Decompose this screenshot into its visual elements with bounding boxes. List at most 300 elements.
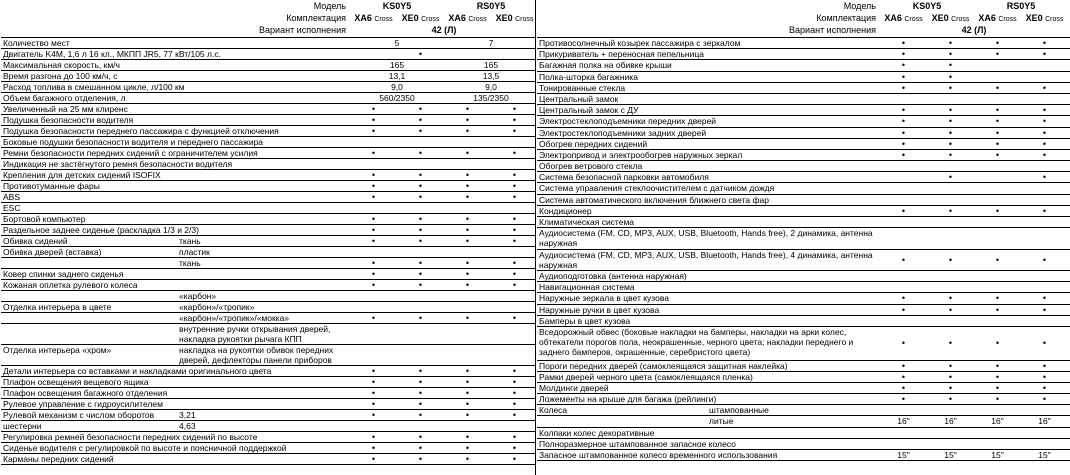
row-value: •: [465, 170, 470, 180]
row-value: •: [1042, 394, 1047, 405]
row-value: •: [371, 148, 376, 158]
row-value: •: [995, 394, 1000, 405]
row-value: •: [418, 214, 423, 224]
row-value: •: [948, 304, 953, 315]
row-value: •: [465, 269, 470, 279]
trim-suffix: Cross: [515, 16, 534, 23]
left-row: [1, 421, 536, 432]
row-value: •: [512, 258, 517, 268]
row-sublabel: литые: [709, 416, 734, 427]
right-header: [537, 0, 1070, 36]
trim-label: Комплектация: [816, 13, 876, 23]
row-value: •: [995, 254, 1000, 265]
row-label: Прикуриватель + переносная пепельница: [539, 49, 704, 60]
row-value: •: [948, 71, 953, 82]
row-value: •: [1042, 172, 1047, 183]
row-label: Кондиционер: [539, 205, 592, 216]
row-value: •: [948, 149, 953, 160]
row-value: •: [371, 214, 376, 224]
row-value: •: [371, 377, 376, 387]
row-label: Полноразмерное штампованное запасное колесо: [539, 438, 736, 449]
row-label: Расход топлива в смешанном цикле, л/100 км: [3, 82, 185, 92]
row-label: Аудиосистема (FM, CD, MP3, AUX, USB, Bluetooth, Hands free), 2 динамика, антенна наружная: [539, 228, 873, 249]
row-label: Кожаная оплетка рулевого колеса: [3, 280, 138, 290]
left-row: [1, 247, 536, 258]
row-value: •: [948, 38, 953, 48]
row-value: •: [1042, 371, 1047, 382]
row-label: Рулевое управление с гидроусилителем: [3, 399, 163, 409]
row-value: •: [418, 377, 423, 387]
model-label: Модель: [313, 1, 346, 11]
row-label: Индикация не застёгнутого ремня безопасности водителя: [3, 159, 233, 169]
row-value: •: [371, 388, 376, 398]
row-label: Сиденье водителя с регулировкой по высоте и поясничной поддержкой: [3, 443, 287, 453]
row-value: •: [995, 149, 1000, 160]
row-label: Наружные ручки в цвет кузова: [539, 304, 660, 315]
row-value: •: [1042, 205, 1047, 216]
row-value: •: [1042, 337, 1047, 348]
row-label: Рамки дверей черного цвета (самоклеящаяся пленка): [539, 371, 753, 382]
row-value: •: [948, 82, 953, 93]
right-trim-row: [537, 12, 1070, 24]
row-value: •: [465, 236, 470, 246]
left-row: [1, 137, 536, 148]
row-label: Раздельное заднее сиденье (раскладка 1/3 и 2/3): [3, 225, 199, 235]
model-name: RS0Y5: [476, 1, 506, 11]
row-value: •: [418, 192, 423, 202]
left-row: [1, 366, 536, 377]
row-value: •: [512, 181, 517, 191]
row-value: 15": [991, 450, 1004, 460]
row-value: 15": [1038, 450, 1051, 460]
row-label: ABS: [3, 192, 21, 202]
row-value: •: [418, 148, 423, 158]
row-label: Запасное штампованное колесо временного использования: [539, 450, 778, 460]
right-panel: [537, 0, 1070, 460]
row-value: •: [512, 115, 517, 125]
right-row: [537, 172, 1070, 183]
row-sublabel: внутренние ручки открывания дверей, накладка рукоятки рычага КПП: [179, 324, 331, 344]
row-value: •: [948, 205, 953, 216]
row-sublabel: «карбон»/«тропик»/«мокка»: [179, 313, 290, 323]
row-label: Аудиосистема (FM, CD, MP3, AUX, USB, Bluetooth, Hands free), 4 динамика, антенна наружная: [539, 249, 873, 270]
row-value: •: [901, 149, 906, 160]
row-value: 9,0: [391, 82, 403, 92]
left-row: [1, 82, 536, 93]
row-value: •: [1042, 382, 1047, 393]
row-value: •: [418, 432, 423, 442]
left-row: [1, 324, 536, 345]
right-row: [537, 405, 1070, 416]
row-value: •: [512, 410, 517, 420]
row-sublabel: ткань: [179, 258, 201, 268]
row-label: Электростеклоподъемники передних дверей: [539, 116, 717, 127]
row-value: •: [512, 214, 517, 224]
row-value: •: [512, 399, 517, 409]
row-value: •: [948, 360, 953, 371]
trim-suffix: Cross: [468, 16, 487, 23]
row-value: 5: [394, 38, 400, 48]
row-value: •: [901, 60, 906, 71]
left-row: [1, 269, 536, 280]
row-value: •: [995, 116, 1000, 127]
trim-code: XE0: [495, 13, 513, 23]
right-row: [537, 316, 1070, 327]
right-row: [537, 60, 1070, 71]
right-row: [537, 38, 1070, 49]
row-value: •: [418, 126, 423, 136]
row-label: Отделка интерьера в цвете: [3, 302, 112, 312]
row-value: •: [948, 371, 953, 382]
row-value: •: [465, 432, 470, 442]
row-value: •: [512, 104, 517, 114]
row-value: 9,0: [485, 82, 497, 92]
row-label: Ковер спинки заднего сиденья: [3, 269, 124, 279]
row-label: Обивка дверей (вставка): [3, 247, 102, 257]
row-value: •: [465, 399, 470, 409]
row-value: •: [948, 127, 953, 138]
row-value: •: [465, 192, 470, 202]
row-label: Обивка сидений: [3, 236, 68, 246]
row-value: •: [995, 138, 1000, 149]
right-row: [537, 183, 1070, 194]
row-value: •: [995, 49, 1000, 60]
model-label: Модель: [843, 1, 876, 11]
row-value: •: [901, 304, 906, 315]
row-label: Бортовой компьютер: [3, 214, 86, 224]
right-rows: [537, 38, 1070, 461]
right-row: [537, 282, 1070, 293]
row-value: •: [948, 60, 953, 71]
row-value: •: [418, 170, 423, 180]
row-value: •: [901, 82, 906, 93]
row-value: •: [418, 181, 423, 191]
right-row: [537, 94, 1070, 105]
right-row: [537, 139, 1070, 150]
row-label: Обогрев ветрового стекла: [539, 161, 643, 172]
row-label: Центральный замок: [539, 93, 619, 104]
trim-suffix: Cross: [904, 16, 923, 23]
row-sublabel: «карбон»/«тропик»: [179, 302, 255, 312]
trim-code: XE0: [931, 13, 949, 23]
row-value: •: [995, 38, 1000, 48]
row-value: •: [1042, 254, 1047, 265]
row-value: •: [995, 360, 1000, 371]
left-row: [1, 291, 536, 302]
left-row: [1, 377, 536, 388]
right-row: [537, 450, 1070, 461]
row-value: •: [948, 138, 953, 149]
row-value: •: [465, 126, 470, 136]
row-value: •: [901, 49, 906, 60]
row-sublabel: ткань: [179, 236, 201, 246]
left-row: [1, 49, 536, 60]
row-label: Электропривод и электрообогрев наружных зеркал: [539, 149, 743, 160]
left-row: [1, 399, 536, 410]
row-value: •: [465, 410, 470, 420]
right-row: [537, 327, 1070, 361]
row-sublabel: накладка на рукоятки обивок передних дверей, дефлекторы панели приборов: [179, 345, 334, 365]
row-label: шестерни: [3, 421, 42, 431]
row-value: •: [901, 38, 906, 48]
row-value: •: [465, 225, 470, 235]
row-value: •: [371, 443, 376, 453]
row-value: •: [512, 443, 517, 453]
row-value: •: [1042, 360, 1047, 371]
right-row: [537, 150, 1070, 161]
row-value: •: [465, 280, 470, 290]
row-value: •: [465, 377, 470, 387]
row-label: ESC: [3, 203, 21, 213]
row-value: •: [465, 443, 470, 453]
row-value: 135/2350: [473, 93, 509, 103]
row-value: •: [948, 337, 953, 348]
row-label: Система автоматического включения ближнего света фар: [539, 194, 769, 205]
row-label: Центральный замок с ДУ: [539, 105, 639, 116]
row-value: •: [371, 192, 376, 202]
row-value: •: [418, 258, 423, 268]
row-value: •: [901, 138, 906, 149]
row-value: •: [512, 170, 517, 180]
row-value: •: [465, 115, 470, 125]
row-value: 165: [389, 60, 405, 70]
left-panel: [1, 0, 536, 464]
row-label: Количество мест: [3, 38, 70, 48]
right-row: [537, 293, 1070, 304]
right-row: [537, 372, 1070, 383]
row-value: •: [901, 127, 906, 138]
right-row: [537, 206, 1070, 217]
row-label: Ремни безопасности передних сидений с ограничителем усилия: [3, 148, 258, 158]
right-row: [537, 428, 1070, 439]
row-value: •: [901, 394, 906, 405]
right-row: [537, 361, 1070, 372]
row-value: •: [418, 49, 423, 59]
row-value: •: [465, 366, 470, 376]
right-row: [537, 305, 1070, 316]
row-value: •: [418, 313, 423, 323]
left-row: [1, 410, 536, 421]
row-value: 16": [991, 416, 1004, 427]
row-value: •: [418, 366, 423, 376]
row-value: •: [1042, 105, 1047, 116]
row-value: •: [512, 236, 517, 246]
row-value: •: [371, 258, 376, 268]
row-value: •: [512, 454, 517, 464]
row-label: Рулевой механизм с числом оборотов: [3, 410, 155, 420]
row-value: •: [901, 116, 906, 127]
row-value: •: [371, 115, 376, 125]
right-row: [537, 228, 1070, 249]
row-value: •: [1042, 149, 1047, 160]
row-value: •: [948, 105, 953, 116]
row-value: •: [371, 170, 376, 180]
left-model-row: [1, 0, 536, 12]
left-row: [1, 60, 536, 71]
right-variant-row: [537, 24, 1070, 36]
trim-suffix: Cross: [998, 16, 1017, 23]
row-value: •: [418, 115, 423, 125]
row-value: •: [512, 280, 517, 290]
row-value: •: [371, 432, 376, 442]
trim-label: Комплектация: [286, 13, 346, 23]
row-value: •: [901, 382, 906, 393]
row-sublabel: 3,21: [179, 410, 196, 420]
right-row: [537, 128, 1070, 139]
right-row: [537, 383, 1070, 394]
row-label: Вседорожный обвес (боковые накладки на бамперы, накладки на арки колес, обтекатели порогов пола, неокрашенные, черного цвета; накладки переднего и заднего бамперов, окрашенные, серебристого цвета): [539, 326, 854, 357]
row-value: •: [465, 388, 470, 398]
row-label: Регулировка ремней безопасности передних сидений по высоте: [3, 432, 258, 442]
row-value: 13,1: [388, 71, 406, 81]
row-label: Плафон освещения багажного отделения: [3, 388, 168, 398]
row-value: •: [948, 49, 953, 60]
left-row: [1, 38, 536, 49]
row-value: •: [901, 371, 906, 382]
row-value: •: [371, 236, 376, 246]
row-label: Подушка безопасности переднего пассажира с функцией отключения: [3, 126, 279, 136]
left-row: [1, 71, 536, 82]
row-value: •: [901, 360, 906, 371]
row-value: 16": [897, 416, 910, 427]
row-label: Плафон освещения вещевого ящика: [3, 377, 149, 387]
trim-suffix: Cross: [951, 16, 970, 23]
row-value: •: [948, 382, 953, 393]
row-value: •: [418, 269, 423, 279]
row-label: Система управления стеклоочистителем с датчиком дождя: [539, 183, 775, 194]
row-label: Навигационная система: [539, 282, 635, 293]
row-value: •: [995, 382, 1000, 393]
row-sublabel: штампованные: [709, 405, 769, 416]
row-label: Противосолнечный козырек пассажира с зеркалом: [539, 38, 741, 48]
right-row: [537, 217, 1070, 228]
row-value: •: [995, 127, 1000, 138]
right-row: [537, 271, 1070, 282]
variant-value: 42 (Л): [431, 25, 457, 35]
row-value: •: [995, 337, 1000, 348]
row-label: Аудиоподготовка (антенна наружная): [539, 270, 687, 281]
left-row: [1, 236, 536, 247]
row-value: •: [901, 105, 906, 116]
row-value: •: [418, 280, 423, 290]
row-value: •: [995, 105, 1000, 116]
left-row: [1, 225, 536, 236]
row-label: Противотуманные фары: [3, 181, 100, 191]
row-value: •: [512, 225, 517, 235]
row-value: •: [371, 410, 376, 420]
row-label: Бамперы в цвет кузова: [539, 315, 631, 326]
right-row: [537, 439, 1070, 450]
right-row: [537, 250, 1070, 271]
row-value: •: [465, 214, 470, 224]
row-value: •: [418, 388, 423, 398]
row-label: Наружные зеркала в цвет кузова: [539, 293, 669, 304]
row-value: •: [371, 126, 376, 136]
row-value: •: [948, 116, 953, 127]
model-name: KS0Y5: [382, 1, 412, 11]
row-label: Максимальная скорость, км/ч: [3, 60, 120, 70]
row-label: Карманы передних сидений: [3, 454, 114, 464]
row-label: Увеличенный на 25 мм клиренс: [3, 104, 128, 114]
row-value: •: [371, 269, 376, 279]
row-value: •: [901, 71, 906, 82]
row-value: •: [512, 366, 517, 376]
trim-code: XA6: [354, 13, 372, 23]
row-label: Тонированные стекла: [539, 82, 626, 93]
row-value: •: [512, 192, 517, 202]
right-row: [537, 49, 1070, 60]
row-label: Система безопасной парковки автомобиля: [539, 172, 709, 183]
right-row: [537, 161, 1070, 172]
row-label: Пороги передних дверей (самоклеящаяся защитная наклейка): [539, 360, 788, 371]
right-model-row: [537, 0, 1070, 12]
row-value: 7: [488, 38, 494, 48]
row-value: •: [465, 104, 470, 114]
row-sublabel: «карбон»: [179, 291, 217, 301]
left-row: [1, 203, 536, 214]
left-row: [1, 302, 536, 313]
variant-label: Вариант исполнения: [789, 25, 876, 35]
row-label: Колеса: [539, 405, 568, 416]
row-label: Багажная полка на обивке крыши: [539, 60, 672, 71]
row-value: •: [1042, 138, 1047, 149]
trim-code: XA6: [448, 13, 466, 23]
row-value: •: [995, 371, 1000, 382]
row-value: •: [1042, 38, 1047, 48]
row-value: •: [371, 225, 376, 235]
row-value: •: [371, 313, 376, 323]
row-label: Отделка интерьера «хром»: [3, 345, 112, 355]
row-label: Подушка безопасности водителя: [3, 115, 134, 125]
right-row: [537, 116, 1070, 127]
left-row: [1, 192, 536, 203]
row-value: •: [418, 104, 423, 114]
row-value: •: [418, 236, 423, 246]
row-value: •: [512, 148, 517, 158]
row-value: •: [901, 254, 906, 265]
right-row: [537, 195, 1070, 206]
row-label: Объем багажного отделения, л: [3, 93, 126, 103]
row-value: •: [465, 181, 470, 191]
row-value: •: [1042, 82, 1047, 93]
left-row: [1, 388, 536, 399]
row-label: Колпаки колес декоративные: [539, 427, 655, 438]
right-row: [537, 105, 1070, 116]
panel-divider: [535, 0, 536, 475]
row-label: Двигатель K4M, 1,6 л 16 кл., МКПП JR5, 77 кВт/105 л.с.: [3, 49, 221, 59]
left-row: [1, 454, 536, 465]
trim-code: XA6: [978, 13, 996, 23]
row-value: 13,5: [482, 71, 500, 81]
row-label: Молдинги дверей: [539, 382, 609, 393]
row-value: •: [995, 205, 1000, 216]
left-row: [1, 181, 536, 192]
row-value: 165: [483, 60, 499, 70]
row-value: •: [901, 337, 906, 348]
row-label: Обогрев передних сидений: [539, 138, 648, 149]
row-value: •: [418, 454, 423, 464]
trim-suffix: Cross: [374, 16, 393, 23]
row-value: 15": [944, 450, 957, 460]
row-value: •: [465, 258, 470, 268]
row-value: •: [948, 254, 953, 265]
left-row: [1, 280, 536, 291]
left-row: [1, 170, 536, 181]
left-trim-row: [1, 12, 536, 24]
row-value: 15": [897, 450, 910, 460]
left-variant-row: [1, 24, 536, 36]
row-value: •: [512, 377, 517, 387]
